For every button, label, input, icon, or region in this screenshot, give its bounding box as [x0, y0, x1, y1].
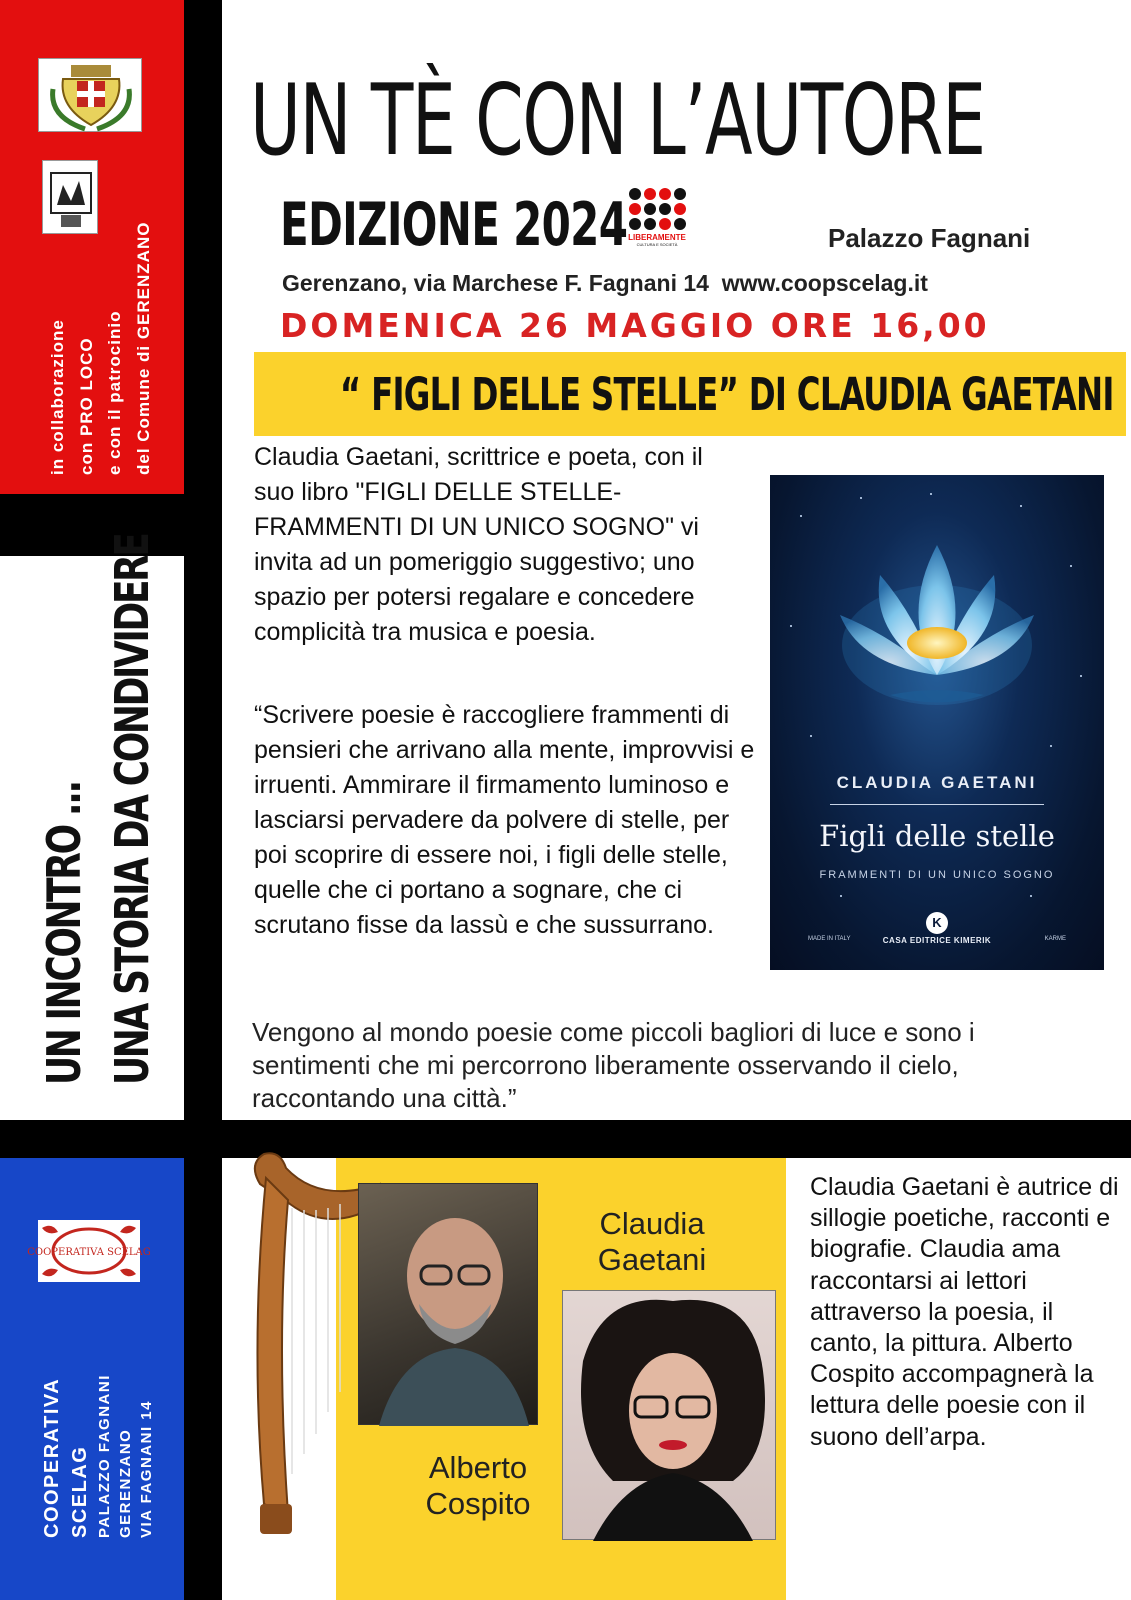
headline-line: UNA STORIA DA CONDIVIDERE — [105, 534, 159, 1085]
quote-tail-paragraph: Vengono al mondo poesie come piccoli bagliori di luce e sono i sentimenti che mi percorrono liberamente osservando il cielo, raccontando una città.” — [252, 1017, 975, 1113]
coop-scelag-seal — [27, 1220, 151, 1282]
collab-line: in collaborazione — [48, 319, 67, 475]
photo-claudia-gaetani — [562, 1290, 776, 1540]
book-author: CLAUDIA GAETANI — [836, 773, 1038, 792]
book-right-note: KARME — [1044, 936, 1066, 942]
photo-alberto-cospito — [358, 1183, 538, 1425]
lotus-illustration — [820, 525, 1054, 725]
address-line — [282, 270, 928, 297]
logo-name: LIBERAMENTE — [628, 233, 686, 242]
cooperative-panel — [0, 1158, 184, 1600]
collab-line: con PRO LOCO — [76, 337, 96, 475]
coop-line: SCELAG — [69, 1445, 91, 1538]
website-link[interactable]: www.coopscelag.it — [721, 270, 928, 296]
comune-gerenzano-crest — [38, 58, 142, 132]
logo-tagline: CULTURA E SOCIETÀ — [636, 242, 678, 247]
book-cover — [770, 475, 1104, 970]
event-date: DOMENICA 26 MAGGIO ORE 16,00 — [280, 306, 990, 345]
bottom-section — [222, 1158, 1131, 1600]
vertical-headline — [30, 534, 166, 1085]
headline-panel — [0, 534, 184, 1120]
coop-line: COOPERATIVA — [41, 1377, 63, 1538]
collaboration-panel — [0, 0, 184, 494]
author-bio: Claudia Gaetani è autrice di sillogie poetiche, racconti e biografie. Claudia ama raccontarsi ai lettori attraverso la poesia, il canto, la pittura. Alberto Cospito accompagnerà la lettura delle poesie con il suono dell’arpa. — [810, 1173, 1119, 1451]
venue-name: Palazzo Fagnani — [828, 223, 1031, 253]
quote-paragraph: “Scrivere poesie è raccogliere frammenti di pensieri che arrivano alla mente, improvvisi e irruenti. Ammirare il firmamento luminoso e lasciarsi pervadere da polvere di stelle, per poi scoprire di essere noi, i figli delle stelle, quelle che ci portano a sognare, che ci scrutano fisse da lassù e che sussurrano. — [254, 701, 755, 939]
name-claudia-gaetani: Claudia Gaetani — [597, 1206, 707, 1277]
banner-text: “ FIGLI DELLE STELLE” DI CLAUDIA GAETANI — [340, 368, 1114, 421]
cooperative-text — [38, 1374, 157, 1538]
book-subtitle: FRAMMENTI DI UN UNICO SOGNO — [819, 869, 1055, 881]
coop-line: PALAZZO FAGNANI — [96, 1374, 113, 1538]
coop-line: GERENZANO — [117, 1428, 134, 1538]
book-divider — [830, 804, 1044, 805]
intro-paragraph: Claudia Gaetani, scrittrice e poeta, con il suo libro "FIGLI DELLE STELLE-FRAMMENTI DI UN UNICO SOGNO" vi invita ad un pomeriggio suggestivo; uno spazio per potersi regalare e concedere complicità tra musica e poesia. — [254, 443, 703, 646]
headline-line: UN INCONTRO ... — [37, 782, 91, 1085]
liberamente-logo — [622, 188, 692, 258]
coop-line: VIA FAGNANI 14 — [138, 1400, 155, 1538]
name-alberto-cospito: Alberto Cospito — [425, 1450, 531, 1521]
main-content — [222, 0, 1131, 1120]
book-left-note: MADE IN ITALY — [808, 936, 851, 942]
book-banner — [254, 352, 1126, 436]
address: Gerenzano, via Marchese F. Fagnani 14 — [282, 270, 709, 296]
svg-text:COOPERATIVA SCELAG: COOPERATIVA SCELAG — [27, 1247, 151, 1258]
book-title: Figli delle stelle — [819, 819, 1055, 853]
collab-line: del Comune di GERENZANO — [133, 221, 153, 475]
book-publisher: CASA EDITRICE KIMERIK — [882, 936, 992, 945]
event-title: UN TÈ CON L’AUTORE — [250, 64, 985, 178]
edition-label: EDIZIONE 2024 — [280, 190, 628, 260]
collab-line: e con il patrocinio — [105, 310, 124, 475]
collaboration-text — [44, 222, 158, 475]
publisher-logo: K — [926, 912, 948, 934]
